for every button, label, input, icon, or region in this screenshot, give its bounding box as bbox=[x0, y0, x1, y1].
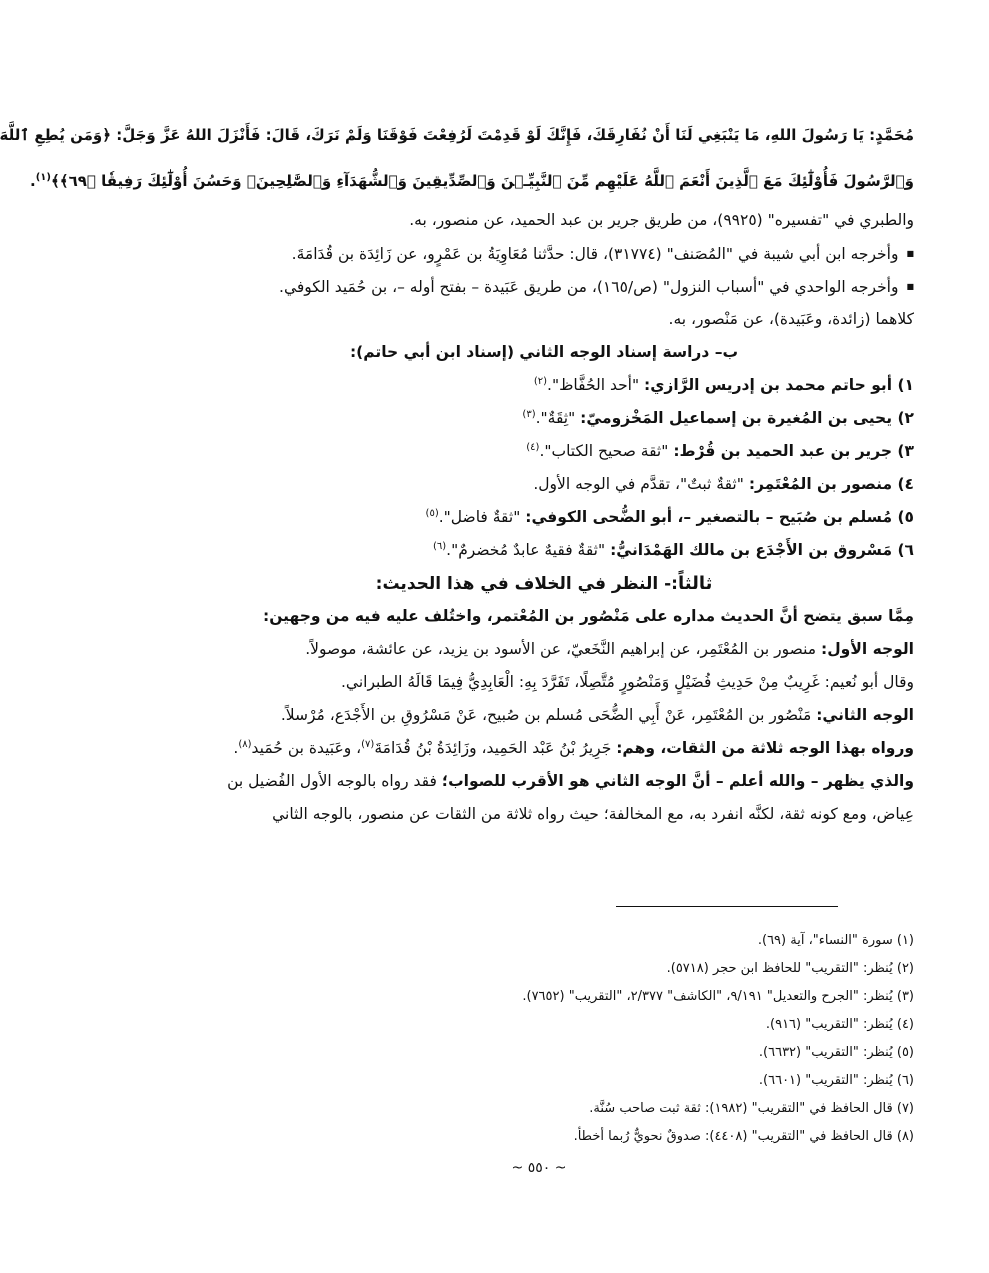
paragraph-text: وأخرجه ابن أبي شيبة في "المُصَنف" (٣١٧٧٤)، قال: حدَّثنا مُعَاوِيَةُ بن عَمْرٍو، عن زَائِدَة بن قُدَامَةَ. bbox=[291, 245, 899, 263]
paragraph-conclusion bbox=[174, 765, 914, 798]
label-second-way: الوجه الثاني: bbox=[816, 706, 914, 724]
footnote-ref[interactable]: (٦) bbox=[432, 540, 447, 552]
trustworthy-text: جَرِيرُ بْنُ عَبْد الحَمِيد، وزَائِدَةُ بْنُ قُدَامَةَ bbox=[374, 739, 617, 757]
footnote-2: (٢) يُنظر: "التقريب" للحافظ ابن حجر (٥٧١٨). bbox=[666, 961, 914, 976]
narrator-grade: "ثقةٌ فاضل". bbox=[438, 508, 526, 526]
trustworthy-text-2: ، وعَبَيدة بن حُمَيد bbox=[251, 739, 362, 757]
footnote-separator bbox=[616, 906, 838, 907]
footnote-1: (١) سورة "النساء"، آية (٦٩). bbox=[757, 933, 914, 948]
paragraph-first-way bbox=[174, 633, 914, 666]
footnote-4: (٤) يُنظر: "التقريب" (٩١٦). bbox=[765, 1017, 914, 1032]
paragraph-wahidi bbox=[174, 270, 914, 303]
first-way-text: منصور بن المُعْتَمِر، عن إبراهيم النَّخَعيّ، عن الأسود بن يزيد، عن عائشة، موصولاً. bbox=[305, 640, 822, 658]
narrator-5 bbox=[174, 501, 914, 534]
narrator-grade: "ثِقَةٌ". bbox=[535, 409, 581, 427]
footnote-ref[interactable]: (٥) bbox=[425, 507, 439, 519]
paragraph-tabari: والطبري في "تفسيره" (٩٩٢٥)، من طريق جرير بن عبد الحميد، عن منصور، به. bbox=[409, 211, 914, 229]
narrator-name: ٥) مُسلم بن صُبَيح – بالتصغير –، أبو الضُّحى الكوفي: bbox=[525, 508, 914, 526]
heading-strong: ثالثاً bbox=[677, 573, 713, 594]
narrator-grade: "ثقة صحيح الكتاب". bbox=[539, 442, 674, 460]
footnote-ref[interactable]: (٧) bbox=[361, 738, 375, 750]
narrator-name: ٣) جرير بن عبد الحميد بن قُرْط: bbox=[673, 442, 914, 460]
quran-verse: وَٱلرَّسُولَ فَأُوْلَٰٓئِكَ مَعَ ٱلَّذِينَ أَنْعَمَ ٱللَّهُ عَلَيْهِم مِّنَ ٱلنَّبِيِّـۧنَ وَٱلصِّدِّيقِينَ وَٱلشُّهَدَآءِ وَٱلصَّٰلِحِينَۚ وَحَسُنَ أُوْلَٰٓئِكَ رَفِيقٗا ﴿٦٩﴾﴾ bbox=[50, 172, 914, 190]
paragraph-text: وأخرجه الواحدي في "أسباب النزول" (ص/١٦٥)، من طريق عَبَيدة – بفتح أوله –، بن حُمَيد الكوفي. bbox=[279, 278, 899, 296]
narrator-name: ٤) منصور بن المُعْتَمِر: bbox=[748, 475, 914, 493]
narrator-name: ٦) مَسْروق بن الأَجْدَع بن مالك الهَمْدَانيُّ: bbox=[610, 541, 914, 559]
footnote-ref[interactable]: (٢) bbox=[533, 375, 548, 387]
narrator-grade: "ثقةٌ ثبتٌ"، تقدَّم في الوجه الأول. bbox=[533, 475, 749, 493]
footnote-5: (٥) يُنظر: "التقريب" (٦٦٣٢). bbox=[758, 1045, 914, 1060]
period: . bbox=[30, 172, 36, 190]
footnote-8: (٨) قال الحافظ في "التقريب" (٤٤٠٨): صدوقٌ نحويٌّ رُبما أخطأ. bbox=[573, 1129, 914, 1144]
heading-rest: :- النظر في الخلاف في هذا الحديث: bbox=[375, 574, 678, 594]
heading-disagreement bbox=[174, 567, 914, 600]
footnotes bbox=[174, 927, 914, 1151]
narrator-grade: "ثقةٌ فقيهٌ عابدٌ مُخضرمٌ". bbox=[446, 541, 611, 559]
paragraph-conclusion-cont: عِياض، ومع كونه ثقة، لكنَّه انفرد به، مع المخالفة؛ حيث رواه ثلاثة من الثقات عن منصور، بالوجه الثاني bbox=[272, 805, 914, 823]
paragraph-abu-nuaym: وقال أبو نُعيم: غَرِيبٌ مِنْ حَدِيثِ فُضَيْلٍ وَمَنْصُورٍ مُتَّصِلًا، تَفَرَّدَ بِهِ: الْعَابِدِيُّ فِيمَا قَالَهُ الطبراني. bbox=[340, 673, 914, 691]
paragraph-second-way bbox=[174, 699, 914, 732]
footnote-3: (٣) يُنظر: "الجرح والتعديل" ٩/١٩١، "الكاشف" ٢/٣٧٧، "التقريب" (٧٦٥٢). bbox=[522, 989, 914, 1004]
paragraph-trustworthy bbox=[174, 732, 914, 765]
footnote-6: (٦) يُنظر: "التقريب" (٦٦٠١). bbox=[758, 1073, 914, 1088]
paragraph-ibn-abi-shayba bbox=[174, 237, 914, 270]
quran-line-2 bbox=[30, 158, 914, 204]
footnote-ref[interactable]: (١) bbox=[35, 172, 51, 183]
narrator-3 bbox=[174, 435, 914, 468]
label-first-way: الوجه الأول: bbox=[821, 640, 914, 658]
period: . bbox=[233, 739, 239, 757]
narrator-4 bbox=[174, 468, 914, 501]
label-conclusion: والذي يظهر – والله أعلم – أنَّ الوجه الثاني هو الأقرب للصواب؛ bbox=[441, 772, 914, 790]
narrator-name: ١) أبو حاتم محمد بن إدريس الرَّازي: bbox=[644, 376, 914, 394]
main-text bbox=[0, 112, 914, 831]
footnote-ref[interactable]: (٣) bbox=[522, 408, 536, 420]
second-way-text: مَنْصُور بن المُعْتَمِر، عَنْ أَبِي الضُّحَى مُسلم بن صُبيح، عَنْ مَسْرُوقِ بن الأَجْدَع، مُرْسلاً. bbox=[280, 706, 817, 724]
footnote-ref[interactable]: (٨) bbox=[238, 738, 252, 750]
conclusion-text: فقد رواه بالوجه الأول الفُضيل بن bbox=[227, 772, 442, 790]
narrator-1 bbox=[174, 369, 914, 402]
narrator-2 bbox=[174, 402, 914, 435]
paragraph-summary: مِمَّا سبق يتضح أنَّ الحديث مداره على مَنْصُور بن المُعْتمر، واختُلف عليه فيه من وجهين: bbox=[263, 607, 914, 625]
paragraph-both: كلاهما (زائدة، وعَبَيدة)، عن مَنْصور، به. bbox=[668, 310, 914, 328]
narrator-6 bbox=[174, 534, 914, 567]
narrator-name: ٢) يحيى بن المُغيرة بن إسماعيل المَخْزوميّ: bbox=[580, 409, 914, 427]
quran-line-1: مُحَمَّدٍ: يَا رَسُولَ اللهِ، مَا يَنْبَغِي لَنَا أَنْ نُفَارِقَكَ، فَإِنَّكَ لَوْ قَدِمْتَ لَرُفِعْتَ فَوْقَنَا وَلَمْ نَرَكَ، قَالَ: فَأَنْزَلَ اللهُ عَزَّ وَجَلَّ: ﴿وَمَن يُطِعِ ٱللَّهَ bbox=[0, 126, 914, 144]
footnote-ref[interactable]: (٤) bbox=[526, 441, 540, 453]
label-trustworthy: ورواه بهذا الوجه ثلاثة من الثقات، وهم: bbox=[616, 739, 914, 757]
footnote-7: (٧) قال الحافظ في "التقريب" (١٩٨٢): ثقة ثبت صاحب سُنَّة. bbox=[589, 1101, 914, 1116]
heading-isnad-study: ب– دراسة إسناد الوجه الثاني (إسناد ابن أبي حاتم): bbox=[349, 343, 739, 361]
page-number: ~ ٥٥٠ ~ bbox=[511, 1160, 567, 1176]
narrator-grade: "أحد الحُفَّاظ". bbox=[547, 376, 645, 394]
